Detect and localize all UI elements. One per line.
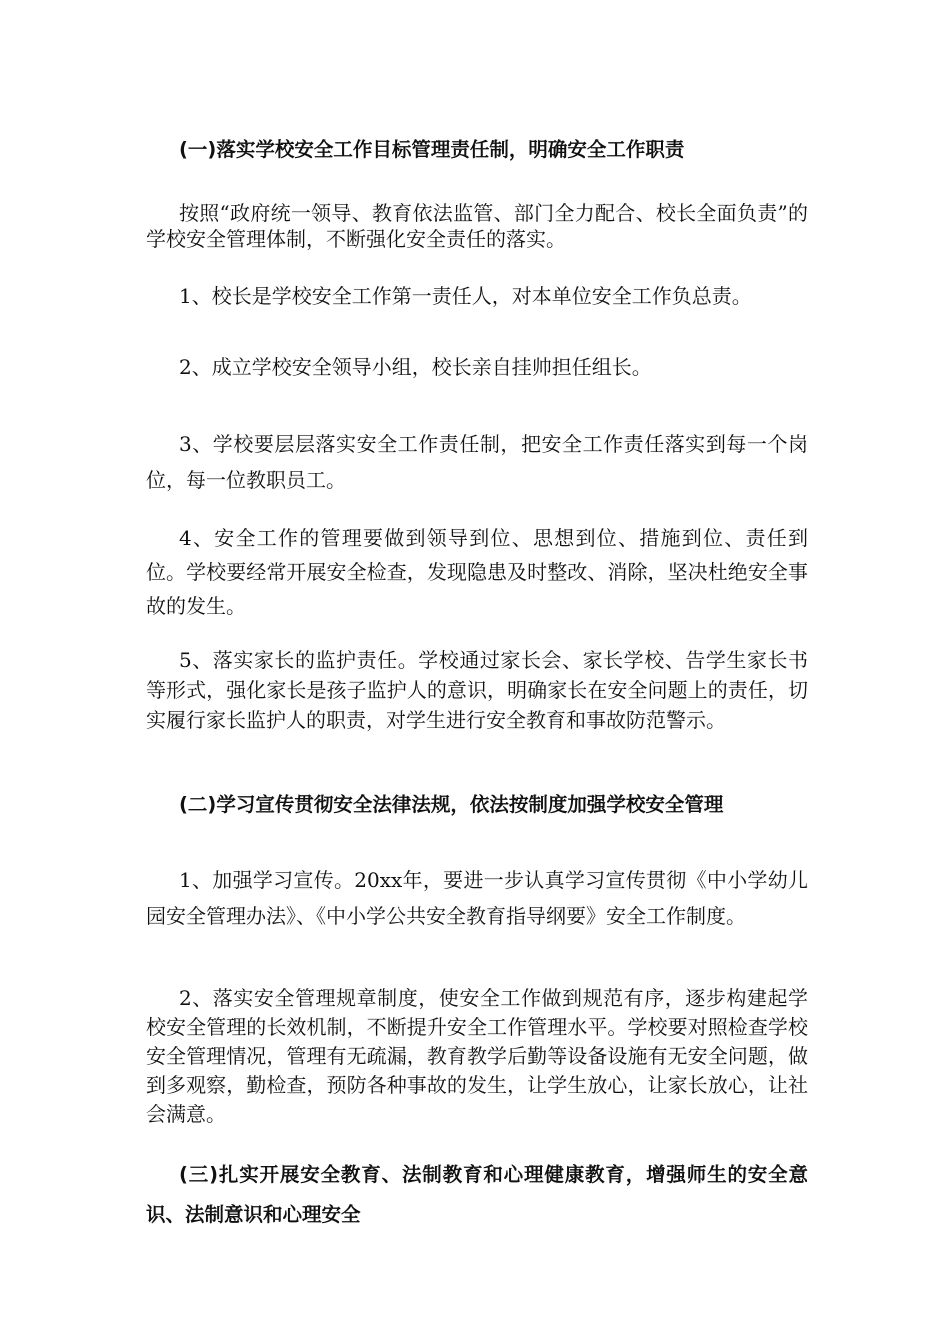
paragraph-item-2: 2、成立学校安全领导小组，校长亲自挂帅担任组长。 bbox=[179, 355, 652, 379]
section-heading-2: (二)学习宣传贯彻安全法律法规，依法按制度加强学校安全管理 bbox=[179, 793, 724, 816]
section-heading-3: (三)扎实开展安全教育、法制教育和心理健康教育，增强师生的安全意识、法制意识和心理安全 bbox=[146, 1163, 808, 1226]
paragraph-item-5: 5、落实家长的监护责任。学校通过家长会、家长学校、告学生家长书等形式，强化家长是孩子监护人的意识，明确家长在安全问题上的责任，切实履行家长监护人的职责，对学生进行安全教育和事故防范警示。 bbox=[146, 648, 808, 732]
paragraph-intro: 按照“政府统一领导、教育依法监管、部门全力配合、校长全面负责”的学校安全管理体制，不断强化安全责任的落实。 bbox=[146, 201, 808, 251]
paragraph-item-4: 4、安全工作的管理要做到领导到位、思想到位、措施到位、责任到位。学校要经常开展安全检查，发现隐患及时整改、消除，坚决杜绝安全事故的发生。 bbox=[146, 526, 808, 618]
paragraph-rules: 2、落实安全管理规章制度，使安全工作做到规范有序，逐步构建起学校安全管理的长效机制，不断提升安全工作管理水平。学校要对照检查学校安全管理情况，管理有无疏漏，教育教学后勤等设备设施有无安全问题，做到多观察，勤检查，预防各种事故的发生，让学生放心，让家长放心，让社会满意。 bbox=[146, 986, 808, 1126]
section-heading-1: (一)落实学校安全工作目标管理责任制，明确安全工作职责 bbox=[179, 138, 685, 161]
paragraph-item-1: 1、校长是学校安全工作第一责任人，对本单位安全工作负总责。 bbox=[179, 284, 752, 308]
paragraph-item-3: 3、学校要层层落实安全工作责任制，把安全工作责任落实到每一个岗位，每一位教职员工。 bbox=[146, 432, 808, 492]
paragraph-study: 1、加强学习宣传。20xx年，要进一步认真学习宣传贯彻《中小学幼儿园安全管理办法》、《中小学公共安全教育指导纲要》安全工作制度。 bbox=[146, 868, 808, 928]
